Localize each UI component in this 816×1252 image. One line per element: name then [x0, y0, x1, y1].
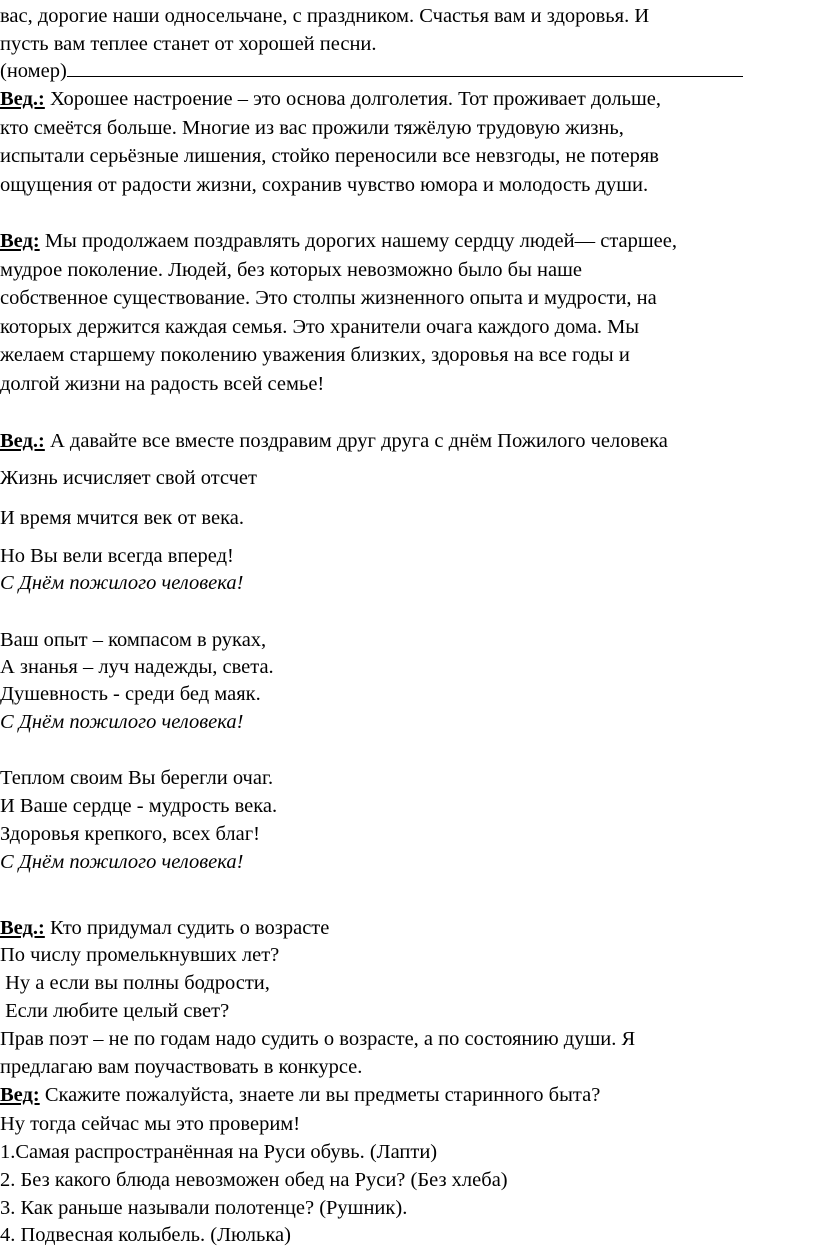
para2-line-2: мудрое поколение. Людей, без которых невозможно было бы наше: [0, 259, 582, 281]
poem-refrain: С Днём пожилого человека!: [0, 572, 244, 594]
poem-line: Душевность - среди бед маяк.: [0, 683, 261, 705]
para2-line-1: Вед: Мы продолжаем поздравлять дорогих нашему сердцу людей— старшее,: [0, 230, 677, 252]
para4-line-2: По числу промелькнувших лет?: [0, 944, 280, 966]
poem-line: И Ваше сердце - мудрость века.: [0, 795, 278, 817]
para5-line-1: Вед: Скажите пожалуйста, знаете ли вы предметы старинного быта?: [0, 1084, 601, 1106]
quiz-item: 1.Самая распространённая на Руси обувь. (Лапти): [0, 1141, 438, 1163]
para1-line-4: ощущения от радости жизни, сохранив чувство юмора и молодость души.: [0, 174, 649, 196]
para2-line-5: желаем старшему поколению уважения близких, здоровья на все годы и: [0, 344, 630, 366]
poem-line: Теплом своим Вы берегли очаг.: [0, 767, 274, 789]
quiz-item: 3. Как раньше называли полотенце? (Рушник).: [0, 1197, 408, 1219]
poem-line: Жизнь исчисляет свой отсчет: [0, 467, 257, 489]
poem-line: Здоровья крепкого, всех благ!: [0, 823, 260, 845]
host-label: Вед:: [0, 1084, 40, 1106]
host-label: Вед:: [0, 230, 40, 252]
para4-line-4: Если любите целый свет?: [0, 1000, 230, 1022]
para2-line-3: собственное существование. Это столпы жизненного опыта и мудрости, на: [0, 287, 657, 309]
host-label: Вед.:: [0, 430, 45, 452]
poem-line: Но Вы вели всегда вперед!: [0, 545, 234, 567]
para4-line-3: Ну а если вы полны бодрости,: [0, 972, 270, 994]
para4-line-5: Прав поэт – не по годам надо судить о возрасте, а по состоянию души. Я: [0, 1028, 636, 1050]
blank-underline: [67, 59, 743, 77]
poem-refrain: С Днём пожилого человека!: [0, 851, 244, 873]
para2-line-6: долгой жизни на радость всей семье!: [0, 373, 325, 395]
para1-line-1: Вед.: Хорошее настроение – это основа долголетия. Тот проживает дольше,: [0, 88, 661, 110]
intro-line-2: пусть вам теплее станет от хорошей песни.: [0, 33, 377, 55]
number-label: (номер): [0, 60, 67, 82]
para5-line-2: Ну тогда сейчас мы это проверим!: [0, 1113, 301, 1135]
host-label: Вед.:: [0, 88, 45, 110]
host-label: Вед.:: [0, 917, 45, 939]
number-line: [0, 58, 743, 84]
poem-line: А знанья – луч надежды, света.: [0, 656, 274, 678]
poem-refrain: С Днём пожилого человека!: [0, 711, 244, 733]
quiz-item: 2. Без какого блюда невозможен обед на Руси? (Без хлеба): [0, 1169, 508, 1191]
intro-line-1: вас, дорогие наши односельчане, с праздником. Счастья вам и здоровья. И: [0, 5, 650, 27]
para3-line-1: Вед.: А давайте все вместе поздравим друг друга с днём Пожилого человека: [0, 430, 668, 452]
para1-line-2: кто смеётся больше. Многие из вас прожили тяжёлую трудовую жизнь,: [0, 117, 624, 139]
poem-line: И время мчится век от века.: [0, 507, 244, 529]
para1-line-3: испытали серьёзные лишения, стойко переносили все невзгоды, не потеряв: [0, 145, 659, 167]
para2-line-4: которых держится каждая семья. Это хранители очага каждого дома. Мы: [0, 316, 640, 338]
para4-line-6: предлагаю вам поучаствовать в конкурсе.: [0, 1056, 363, 1078]
poem-line: Ваш опыт – компасом в руках,: [0, 629, 267, 651]
quiz-item: 4. Подвесная колыбель. (Люлька): [0, 1224, 291, 1246]
para4-line-1: Вед.: Кто придумал судить о возрасте: [0, 917, 330, 939]
